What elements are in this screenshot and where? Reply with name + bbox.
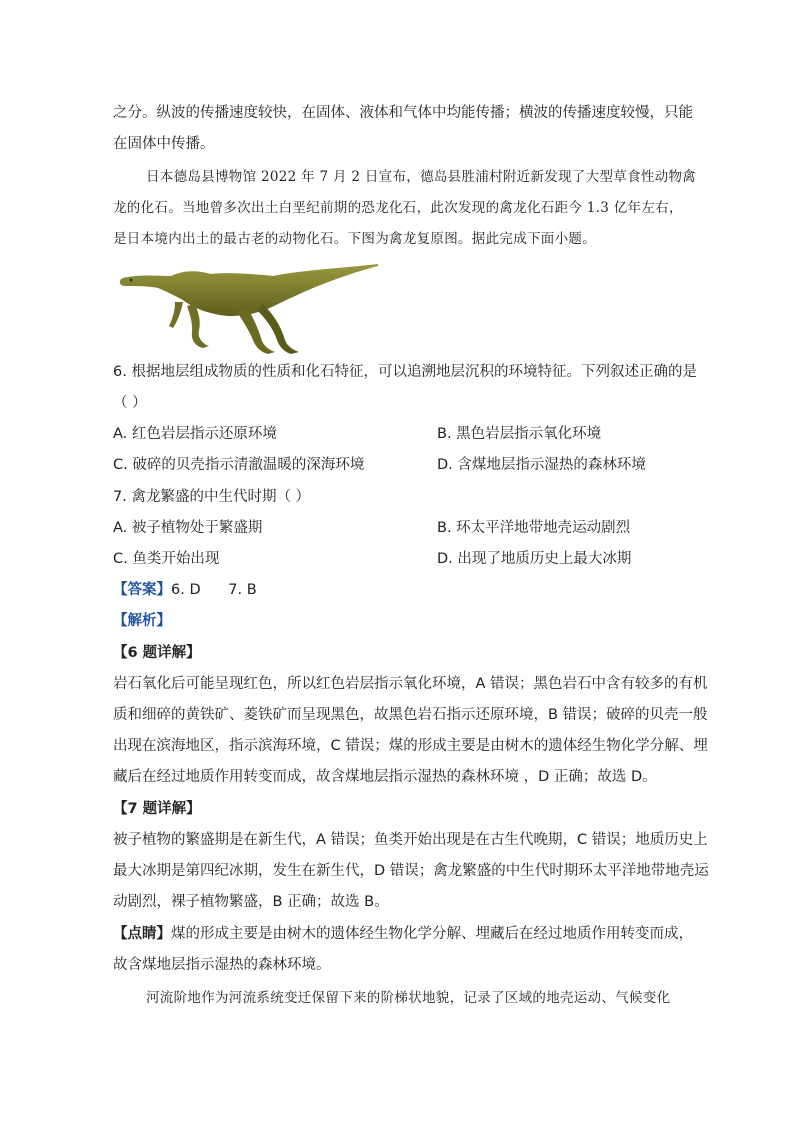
iguanodon-illustration <box>113 256 381 356</box>
note-tag: 【点睛】 <box>113 926 171 942</box>
note-line-2: 故含煤地层指示湿热的森林环境。 <box>113 957 331 973</box>
note-line-1 <box>113 924 693 944</box>
detail-7-line-2: 最大冰期是第四纪冰期，发生在新生代，D 错误；禽龙繁盛的中生代时期环太平洋地带地壳运 <box>113 863 709 879</box>
answer-line <box>113 580 257 600</box>
detail-6-line-1: 岩石氧化后可能呈现红色，所以红色岩层指示氧化环境，A 错误；黑色岩石中含有较多的有机 <box>113 676 708 692</box>
q6-option-c[interactable]: C. 破碎的贝壳指示清澈温暖的深海环境 <box>113 457 365 473</box>
q7-option-b[interactable]: B. 环太平洋地带地壳运动剧烈 <box>437 520 631 536</box>
next-passage-line: 河流阶地作为河流系统变迁保留下来的阶梯状地貌，记录了区域的地壳运动、气候变化 <box>146 990 671 1006</box>
analysis-tag: 【解析】 <box>113 613 171 629</box>
q6-option-a[interactable]: A. 红色岩层指示还原环境 <box>113 426 277 442</box>
detail-7-line-1: 被子植物的繁盛期是在新生代，A 错误；鱼类开始出现是在古生代晚期，C 错误；地质历史上 <box>113 832 708 848</box>
passage-line-1: 日本德岛县博物馆 2022 年 7 月 2 日宣布，德岛县胜浦村附近新发现了大型草食性动物禽 <box>146 169 697 185</box>
note-text-1: 煤的形成主要是由树木的遗体经生物化学分解、埋藏后在经过地质作用转变而成， <box>171 926 693 942</box>
q6-option-b[interactable]: B. 黑色岩层指示氧化环境 <box>437 426 602 442</box>
detail-6-line-3: 出现在滨海地区，指示滨海环境，C 错误；煤的形成主要是由树木的遗体经生物化学分解、埋 <box>113 738 708 754</box>
detail-7-tag: 【7 题详解】 <box>113 801 201 817</box>
detail-7-line-3: 动剧烈，裸子植物繁盛，B 正确；故选 B。 <box>113 894 389 910</box>
answer-text: 6. D 7. B <box>171 582 257 598</box>
detail-6-line-2: 质和细碎的黄铁矿、菱铁矿而呈现黑色，故黑色岩石指示还原环境，B 错误；破碎的贝壳一般 <box>113 707 708 723</box>
q6-bracket: （ ） <box>113 395 147 411</box>
q6-stem: 6. 根据地层组成物质的性质和化石特征，可以追溯地层沉积的环境特征。下列叙述正确的是 <box>113 364 697 380</box>
detail-6-tag: 【6 题详解】 <box>113 645 201 661</box>
detail-6-line-4: 藏后在经过地质作用转变而成，故含煤地层指示湿热的森林环境 ，D 正确；故选 D。 <box>113 769 657 785</box>
intro-line-1: 之分。纵波的传播速度较快，在固体、液体和气体中均能传播；横波的传播速度较慢，只能 <box>113 105 693 121</box>
q6-option-d[interactable]: D. 含煤地层指示湿热的森林环境 <box>437 457 646 473</box>
answer-tag: 【答案】 <box>113 582 171 598</box>
passage-line-3: 是日本境内出土的最古老的动物化石。下图为禽龙复原图。据此完成下面小题。 <box>113 231 596 247</box>
passage-line-2: 龙的化石。当地曾多次出土白垩纪前期的恐龙化石，此次发现的禽龙化石距今 1.3 亿年左右， <box>113 200 683 216</box>
q7-option-c[interactable]: C. 鱼类开始出现 <box>113 551 220 567</box>
q7-stem: 7. 禽龙繁盛的中生代时期（ ） <box>113 489 311 505</box>
q7-option-d[interactable]: D. 出现了地质历史上最大冰期 <box>437 551 632 567</box>
intro-line-2: 在固体中传播。 <box>113 136 215 152</box>
q7-option-a[interactable]: A. 被子植物处于繁盛期 <box>113 520 263 536</box>
